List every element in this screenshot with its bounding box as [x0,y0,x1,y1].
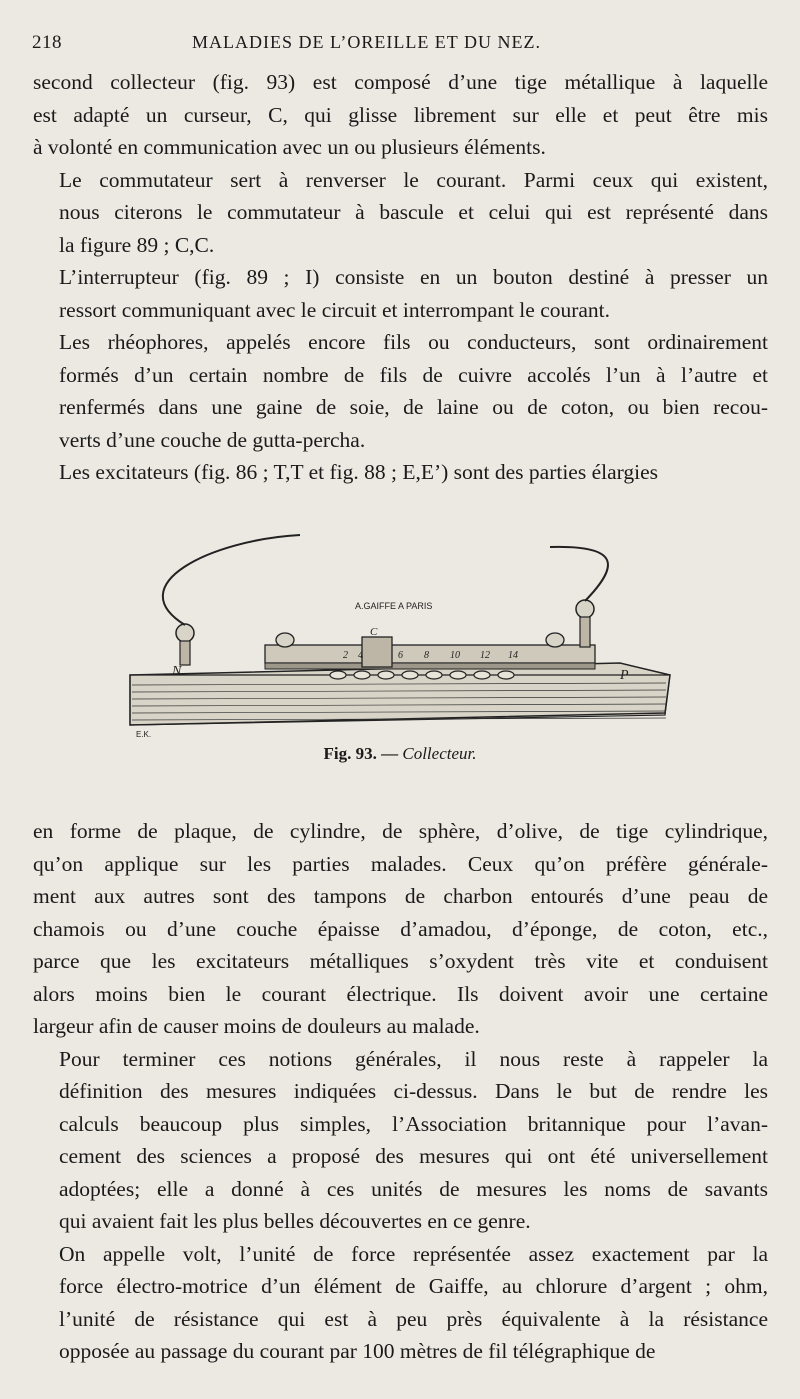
text-line: opposée au passage du courant par 100 mètres de fil télégraphique de [59,1339,656,1363]
text-line: Pour terminer ces notions générales, il nous reste à rappeler la [59,1046,768,1071]
paragraph [33,66,768,164]
scale-number: 4 [358,650,363,661]
right-wire [550,547,608,601]
left-wire [163,535,300,625]
text-line: définition des mesures indiquées ci-dessus. Dans le but de rendre les [59,1079,768,1103]
running-head [32,30,760,60]
caption-title: Collecteur. [402,744,477,763]
page-number: 218 [32,32,62,53]
text-line: chamois ou d’une couche épaisse d’amadou, d’éponge, de coton, etc., [33,916,768,941]
text-line: nous citerons le commutateur à bascule et celui qui est représenté dans [59,200,768,224]
caption-label: Fig. 93. — [323,744,399,763]
left-binding-screw [176,624,194,642]
paragraph [33,326,768,456]
text-line: parce que les excitateurs métalliques s’oxydent très vite et conduisent [33,949,768,973]
text-line: force électro-motrice d’un élément de Gaiffe, au chlorure d’argent ; ohm, [59,1274,768,1298]
text-line: est adapté un curseur, C, qui glisse librement sur elle et peut être mis [33,102,768,127]
board-top [130,663,670,725]
text-line: largeur afin de causer moins de douleurs au malade. [33,1014,480,1038]
scale-number: 14 [508,650,518,661]
scale-number: 10 [450,650,460,661]
text-line: formés d’un certain nombre de fils de cuivre accolés l’un à l’autre et [59,362,768,387]
text-line: adoptées; elle a donné à ces unités de mesures les noms de savants [59,1176,768,1201]
top-text-block [33,66,768,489]
text-line: Les excitateurs (fig. 86 ; T,T et fig. 88 ; E,E’) sont des parties élargies [59,460,659,484]
text-line: la figure 89 ; C,C. [59,232,215,257]
left-letter: N [172,664,182,679]
right-letter: P [620,668,629,683]
text-line: ressort communiquant avec le circuit et interrompant le courant. [59,297,611,322]
text-line: en forme de plaque, de cylindre, de sphère, d’olive, de tige cylindrique, [33,819,768,843]
paragraph [33,1043,768,1238]
running-title: MALADIES DE L’OREILLE ET DU NEZ. [192,32,541,52]
paragraph [33,164,768,262]
metal-rail [265,645,595,663]
figure-collecteur [100,525,710,740]
figure-caption [0,744,800,764]
text-line: verts d’une couche de gutta-percha. [59,427,366,452]
scale-number: 2 [343,650,348,661]
cursor-letter: C [370,626,378,638]
bottom-text-block [33,815,768,1368]
text-line: ment aux autres sont des tampons de charbon entourés d’une peau de [33,884,768,908]
text-line: qui avaient fait les plus belles découvertes en ce genre. [59,1209,531,1233]
text-line: à volonté en communication avec un ou plusieurs éléments. [33,135,546,159]
text-line: renfermés dans une gaine de soie, de laine ou de coton, ou bien recou- [59,395,768,419]
scale-number: 6 [398,650,403,661]
paragraph [33,1238,768,1368]
text-line: second collecteur (fig. 93) est composé d’une tige métallique à laquelle [33,70,768,94]
text-line: Le commutateur sert à renverser le courant. Parmi ceux qui existent, [59,167,768,192]
paragraph [33,261,768,326]
text-line: qu’on applique sur les parties malades. Ceux qu’on préfère générale- [33,851,768,876]
engraver-signature: E.K. [136,730,152,739]
text-line: calculs beaucoup plus simples, l’Association britannique pour l’avan- [59,1111,768,1136]
scale-number: 12 [480,650,490,661]
right-binding-screw [576,600,594,618]
text-line: L’interrupteur (fig. 89 ; I) consiste en un bouton destiné à presser un [59,265,768,289]
collecteur-engraving [100,525,710,740]
text-line: On appelle volt, l’unité de force représentée assez exactement par la [59,1241,768,1266]
cursor-slider [362,637,392,667]
paragraph [33,456,768,489]
scale-number: 8 [424,650,429,661]
text-line: cement des sciences a proposé des mesures qui ont été universellement [59,1144,768,1168]
plate-text: A.GAIFFE A PARIS [355,601,433,611]
text-line: Les rhéophores, appelés encore fils ou conducteurs, sont ordinairement [59,330,768,354]
text-line: l’unité de résistance qui est à peu près équivalente à la résistance [59,1306,768,1331]
text-line: alors moins bien le courant électrique. Ils doivent avoir une certaine [33,981,768,1006]
paragraph [33,815,768,1043]
